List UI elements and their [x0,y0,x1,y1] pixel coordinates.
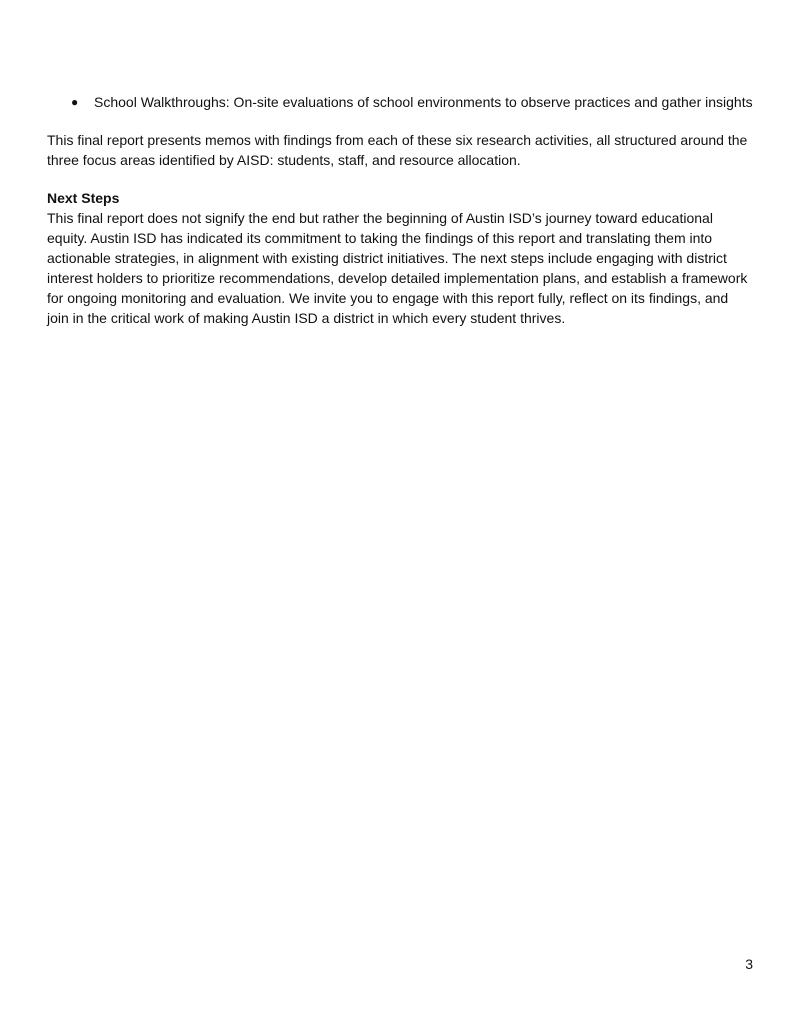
summary-paragraph: This final report presents memos with findings from each of these six research activities, all structured around the three focus areas identified by AISD: students, staff, and resource allocation. [47,132,748,168]
list-item [47,92,753,112]
page-content [47,92,753,328]
section-heading-next-steps: Next Steps [47,190,120,206]
next-steps-paragraph: This final report does not signify the end but rather the beginning of Austin ISD’s journey toward educational equity. Austin ISD has indicated its commitment to taking the findings of this report and translating them into actionable strategies, in alignment with existing district initiatives. The next steps include engaging with district interest holders to prioritize recommendations, develop detailed implementation plans, and establish a framework for ongoing monitoring and evaluation. We invite you to engage with this report fully, reflect on its findings, and join in the critical work of making Austin ISD a district in which every student thrives. [47,210,748,326]
bullet-text: School Walkthroughs: On-site evaluations of school environments to observe practices and gather insights [94,94,753,110]
page-number: 3 [745,956,753,972]
bullet-icon: ● [71,95,79,109]
bullet-list [47,92,753,112]
